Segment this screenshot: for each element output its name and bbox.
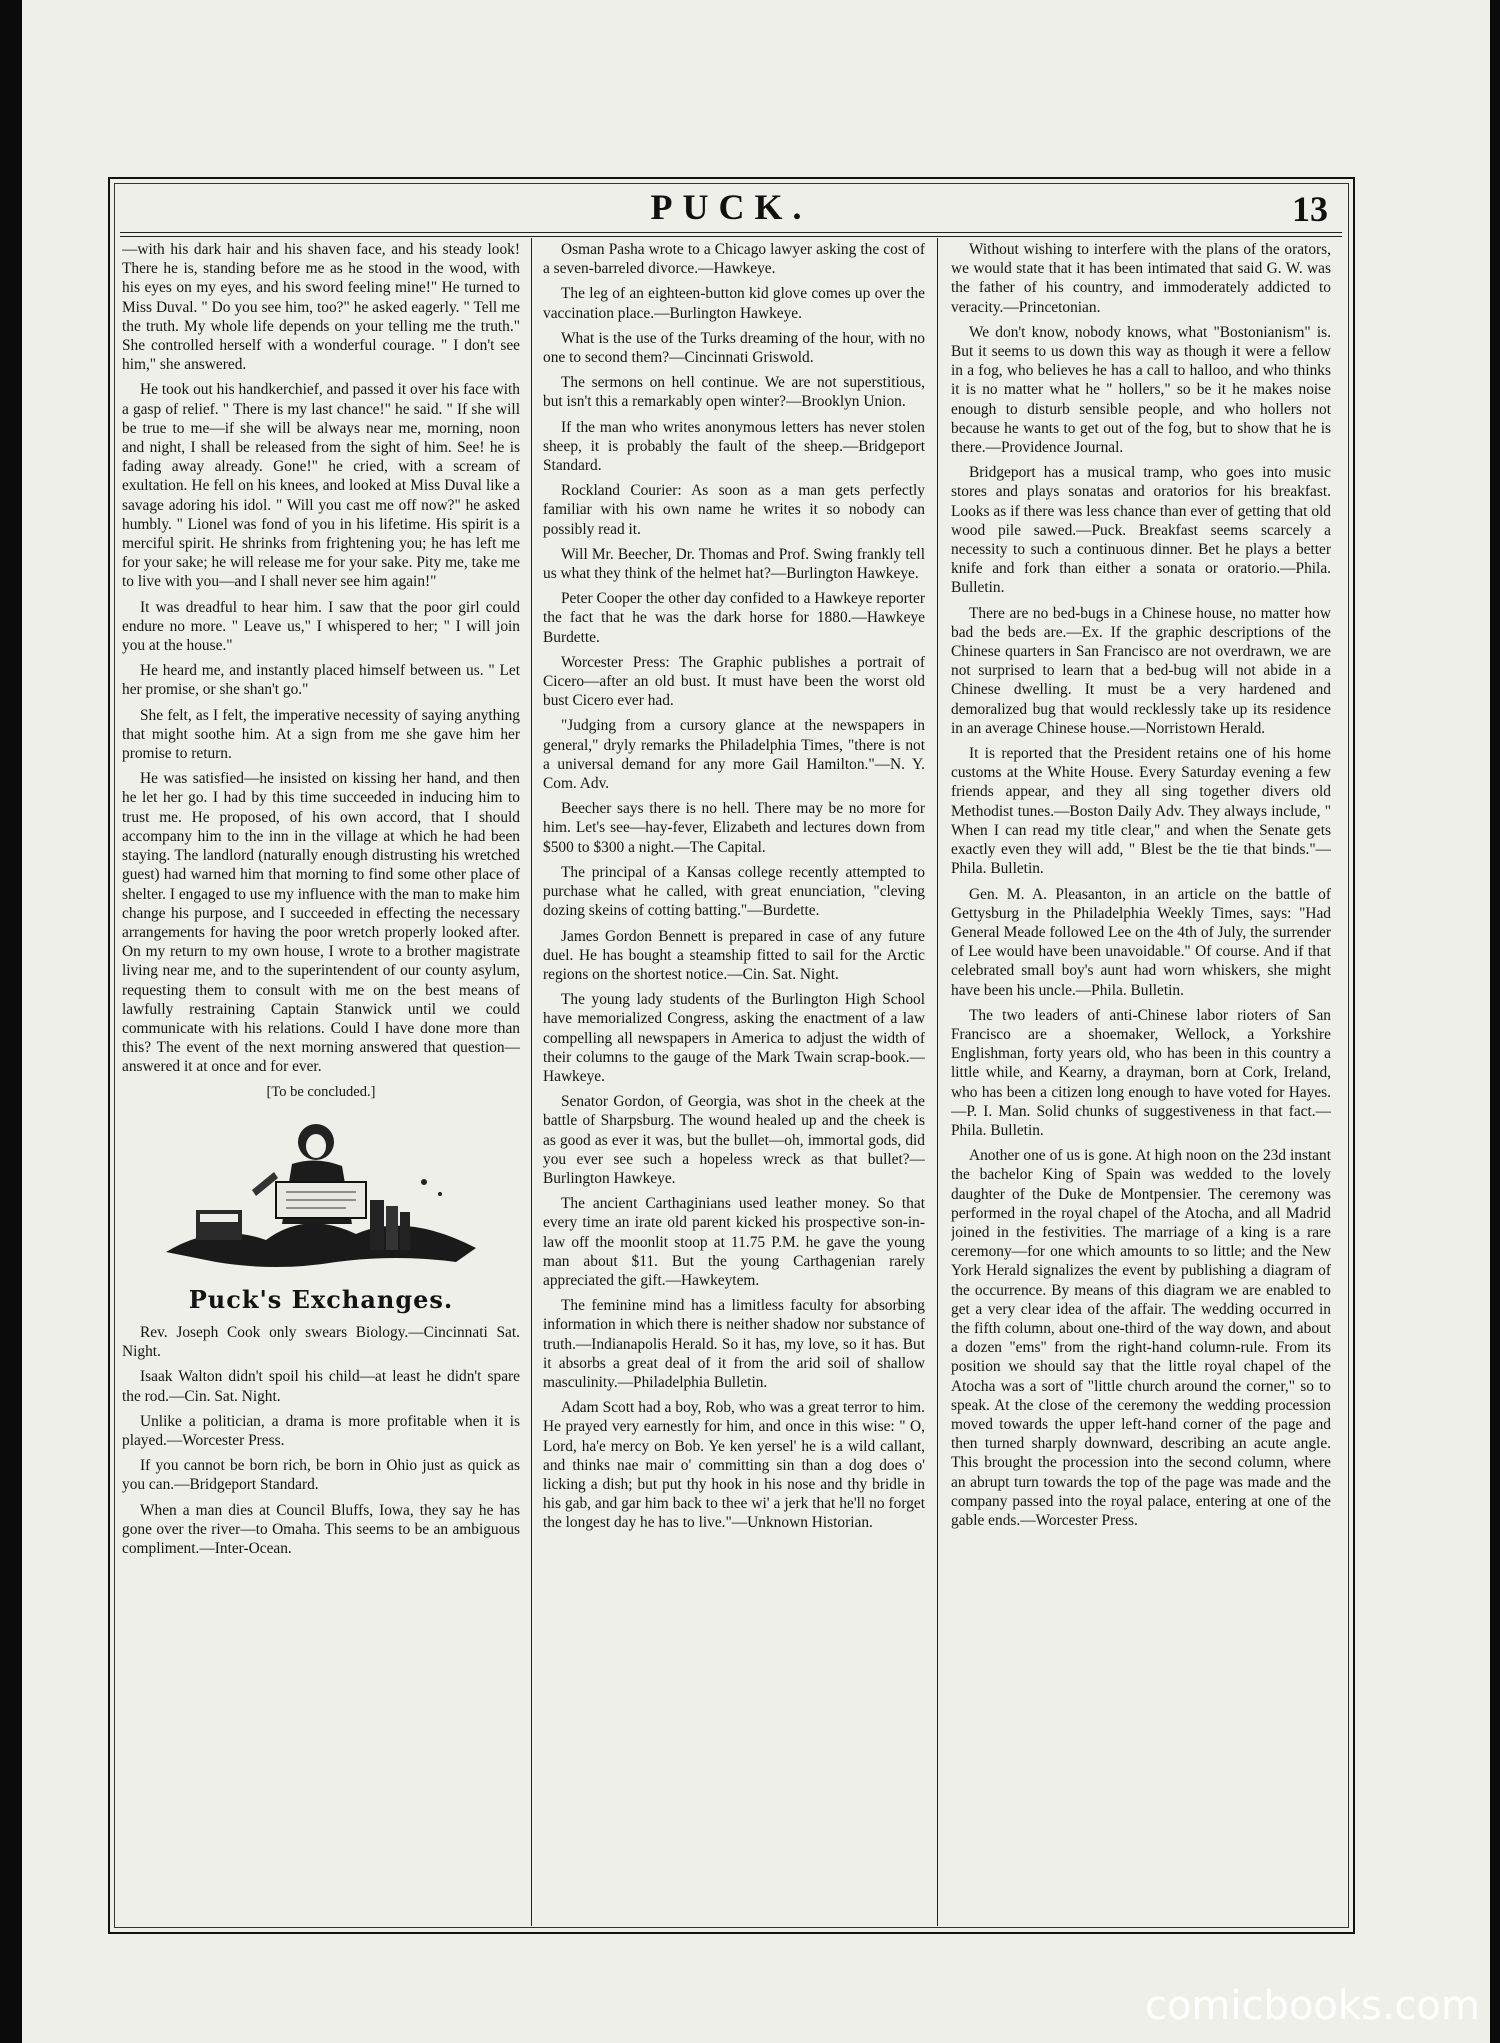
column-rule-2 <box>937 238 938 1926</box>
story-paragraph: She felt, as I felt, the imperative necessity of saying anything that might soothe him. At a sign from me she gave him her promise to return. <box>122 706 520 763</box>
exchange-item: Osman Pasha wrote to a Chicago lawyer asking the cost of a seven-barreled divorce.—Hawkeye. <box>543 241 925 278</box>
exchange-item: It is reported that the President retains one of his home customs at the White House. Every Saturday evening a few friends appear, and they all sing together divers old Methodist tunes.—Boston Daily Adv. They always include, " When I can read my title clear," and when the Senate gets exactly even they will add, " Blest be the tie that binds."—Phila. Bulletin. <box>951 745 1331 878</box>
exchange-item: Gen. M. A. Pleasanton, in an article on the battle of Gettysburg in the Philadelphia Weekly Times, says: "Had General Meade followed Lee on the 4th of July, the surrender of Lee would have been unavoidable." Of course. And if that celebrated small boy's aunt had worn whiskers, she might have been his uncle.—Phila. Bulletin. <box>951 885 1331 999</box>
exchange-item: The sermons on hell continue. We are not superstitious, but isn't this a remarkably open winter?—Brooklyn Union. <box>543 374 925 411</box>
exchange-item: Isaak Walton didn't spoil his child—at least he didn't spare the rod.—Cin. Sat. Night. <box>122 1368 520 1405</box>
exchange-item: The young lady students of the Burlington High School have memorialized Congress, asking the enactment of a law compelling all newspapers in America to adjust the width of their columns to the gauge of the Mark Twain scrap-book.—Hawkeye. <box>543 991 925 1085</box>
exchange-item: There are no bed-bugs in a Chinese house, no matter how bad the beds are.—Ex. If the graphic descriptions of the Chinese quarters in San Francisco are not overdrawn, we are not surprised to learn that a bed-bug will not abide in a Chinese dwelling. It must be a very hardened and demoralized bug that would recklessly take up its residence in an average Chinese house.—Norristown Herald. <box>951 604 1331 737</box>
exchange-item: The principal of a Kansas college recently attempted to purchase what he called, with great enunciation, "cleving dozing skeins of cotting batting."—Burdette. <box>543 863 925 920</box>
exchange-item: Rev. Joseph Cook only swears Biology.—Cincinnati Sat. Night. <box>122 1323 520 1361</box>
exchange-item: "Judging from a cursory glance at the newspapers in general," dryly remarks the Philadelphia Times, "there is not a universal demand for any more Gail Hamilton."—N. Y. Com. Adv. <box>543 717 925 793</box>
exchange-item: If you cannot be born rich, be born in Ohio just as quick as you can.—Bridgeport Standard. <box>122 1457 520 1494</box>
exchange-item: Without wishing to interfere with the plans of the orators, we would state that it has been intimated that said G. W. was the father of his country, and immoderately addicted to veracity.—Princetonian. <box>951 241 1331 316</box>
column-1 <box>122 240 520 1923</box>
exchange-item: Rockland Courier: As soon as a man gets perfectly familiar with his own name he writes it so nobody can possibly read it. <box>543 482 925 538</box>
exchange-item: Worcester Press: The Graphic publishes a portrait of Cicero—after an old bust. It must have been the worst old bust Cicero ever had. <box>543 653 925 710</box>
story-paragraph: It was dreadful to hear him. I saw that the poor girl could endure no more. " Leave us," I whispered to her; " I will join you at the house." <box>122 598 520 655</box>
masthead <box>120 186 1342 232</box>
header-rule-top <box>120 232 1342 233</box>
exchange-item: If the man who writes anonymous letters has never stolen sheep, it is probably the fault of the sheep.—Bridgeport Standard. <box>543 418 925 475</box>
story-paragraph: He was satisfied—he insisted on kissing her hand, and then he let her go. I had by this time succeeded in inducing him to trust me. He proposed, of his own accord, that I should accompany him to the inn in the village at which he had been staying. The landlord (naturally enough distrusting his wretched guest) had warned him that morning to find some other place of shelter. I engaged to use my influence with the man to make him change his purpose, and I succeeded in effecting the necessary arrangements for having the poor wretch properly looked after. On my return to my own house, I wrote to a brother magistrate living near me, and to the superintendent of our county asylum, requesting them to consult with me on the best means of lawfully restraining Captain Stanwick until we could communicate with his relations. Could I have done more than this? The event of the next morning answered that question—answered it at once and for ever. <box>122 770 520 1076</box>
page-number: 13 <box>1292 189 1328 229</box>
exchanges-heading: Puck's Exchanges. <box>188 1284 454 1314</box>
exchange-item: Senator Gordon, of Georgia, was shot in the cheek at the battle of Sharpsburg. The wound healed up and the cheek is as good as ever it was, but the bullet—oh, immortal gods, did you ever see such a hopeless wreck as that bullet?—Burlington Hawkeye. <box>543 1093 925 1187</box>
exchange-item: Adam Scott had a boy, Rob, who was a great terror to him. He prayed very earnestly for him, and once in this wise: " O, Lord, ha'e mercy on Bob. Ye ken yersel' he is a wild callant, and thinks nae mair o' committing sin than a dog does o' licking a dish; but put thy hook in his nose and thy bridle in his gab, and gar him back to thee wi' a jerk that he'll no forget the longest day he has to live."—Unknown Historian. <box>543 1399 925 1532</box>
exchange-item: The feminine mind has a limitless faculty for absorbing information in which there is neither shadow nor substance of truth.—Indianapolis Herald. So it has, my love, so it has. But it absorbs a great deal of it from the arid soil of shallow masculinity.—Philadelphia Bulletin. <box>543 1297 925 1391</box>
book-spine <box>0 0 22 2043</box>
exchange-item: Beecher says there is no hell. There may be no more for him. Let's see—hay-fever, Elizabeth and lectures down from $500 to $300 a night.—The Capital. <box>543 800 925 856</box>
exchange-item: What is the use of the Turks dreaming of the hour, with no one to second them?—Cincinnati Griswold. <box>543 329 925 367</box>
story-paragraph: He heard me, and instantly placed himself between us. " Let her promise, or she shan't go." <box>122 662 520 699</box>
exchange-item: We don't know, nobody knows, what "Bostonianism" is. But it seems to us down this way as though it were a fellow in a fog, who believes he has a call to halloo, and who thinks it is no matter what he " hollers," so be it he makes noise enough to disturb sensible people, and who hollers not because he wants to get out of the fog, but to show that he is there.—Providence Journal. <box>951 323 1331 457</box>
exchange-item: Will Mr. Beecher, Dr. Thomas and Prof. Swing frankly tell us what they think of the helmet hat?—Burlington Hawkeye. <box>543 545 925 583</box>
header-rule-bottom <box>120 236 1342 237</box>
exchange-item: The ancient Carthaginians used leather money. So that every time an irate old parent kicked his prospective son-in-law off the moonlit stoop at 11.75 P.M. he gave the young man about $11. But the young Carthagenian rarely appreciated the gift.—Hawkeytem. <box>543 1195 925 1289</box>
column-2 <box>543 240 925 1923</box>
exchange-item: James Gordon Bennett is prepared in case of any future duel. He has bought a steamship fitted to sail for the Arctic regions on the shortest notice.—Cin. Sat. Night. <box>543 927 925 983</box>
to-be-concluded: [To be concluded.] <box>266 1083 376 1100</box>
scholar-with-books-icon <box>156 1112 486 1282</box>
exchange-item: Peter Cooper the other day confided to a Hawkeye reporter the fact that he was the dark horse for 1880.—Hawkeye Burdette. <box>543 590 925 646</box>
page-title: PUCK. <box>650 187 812 227</box>
exchange-item: Bridgeport has a musical tramp, who goes into music stores and plays sonatas and oratorios for his breakfast. Looks as if there was less chance than ever of getting that old wood pile sawed.—Puck. Breakfast seems scarcely a necessity to such a continuous dinner. Bet he plays a better knife and fork than either a sonata or oratorio.—Phila. Bulletin. <box>951 464 1331 597</box>
story-paragraph: —with his dark hair and his shaven face, and his steady look! There he is, standing before me as he stood in the wood, with his eyes on my eyes, and his sword feeling mine!" He turned to Miss Duval. " Do you see him, too?" he asked eagerly. " Tell me the truth. My whole life depends on your telling me the truth." She controlled herself with a wonderful courage. " I don't see him," she answered. <box>122 241 520 374</box>
scholar-with-books-illustration <box>156 1112 486 1282</box>
column-3 <box>951 240 1331 1923</box>
watermark: comicbooks.com <box>1144 1983 1480 2029</box>
column-rule-1 <box>531 238 532 1926</box>
story-paragraph: He took out his handkerchief, and passed it over his face with a gasp of relief. " There is my last chance!" he said. " If she will be true to me—if she will be always near me, morning, noon and night, I shall be released from the sight of him. See! he is fading away already. Gone!" he cried, with a scream of exultation. He fell on his knees, and looked at Miss Duval like a savage adoring his idol. " Will you cast me off now?" he asked humbly. " Lionel was fond of you in his lifetime. His spirit is a merciful spirit. He shrinks from frightening you; he has left me for your sake; he will release me for your sake. Pity me, take me to live with you—and I shall never see him again!" <box>122 381 520 591</box>
exchange-item: The two leaders of anti-Chinese labor rioters of San Francisco are a shoemaker, Wellock, a Yorkshire Englishman, forty years old, who has been in this country a little while, and Kearny, a drayman, born at Cork, Ireland, who has been a citizen long enough to have voted for Hayes.—P. I. Man. Solid chunks of suggestiveness in that fact.—Phila. Bulletin. <box>951 1006 1331 1139</box>
exchange-item: The leg of an eighteen-button kid glove comes up over the vaccination place.—Burlington Hawkeye. <box>543 285 925 322</box>
exchange-item: When a man dies at Council Bluffs, Iowa, they say he has gone over the river—to Omaha. This seems to be an ambiguous compliment.—Inter-Ocean. <box>122 1501 520 1557</box>
exchange-item: Unlike a politician, a drama is more profitable when it is played.—Worcester Press. <box>122 1412 520 1449</box>
exchange-item: Another one of us is gone. At high noon on the 23d instant the bachelor King of Spain was wedded to the lovely daughter of the Duke de Montpensier. The ceremony was performed in the royal chapel of the Atocha, and all Madrid joined in the festivities. The marriage of a king is a rare ceremony—for one which amounts to so little; and the New York Herald signalizes the event by publishing a diagram of the occurrence. By means of this diagram we are enabled to get a very clear idea of the affair. The wedding occurred in the fifth column, about one-third of the way down, and about a dozen "ems" from the right-hand column-rule. From its position we should say that the little royal chapel of the Atocha was a sort of "little church around the corner," so to speak. At the close of the ceremony the wedding procession moved towards the upper left-hand corner of the page and then turned sharply downward, describing an acute angle. This brought the procession into the second column, where an abrupt turn towards the top of the page was made and the company passed into the royal palace, entering at one of the gable ends.—Worcester Press. <box>951 1147 1331 1529</box>
